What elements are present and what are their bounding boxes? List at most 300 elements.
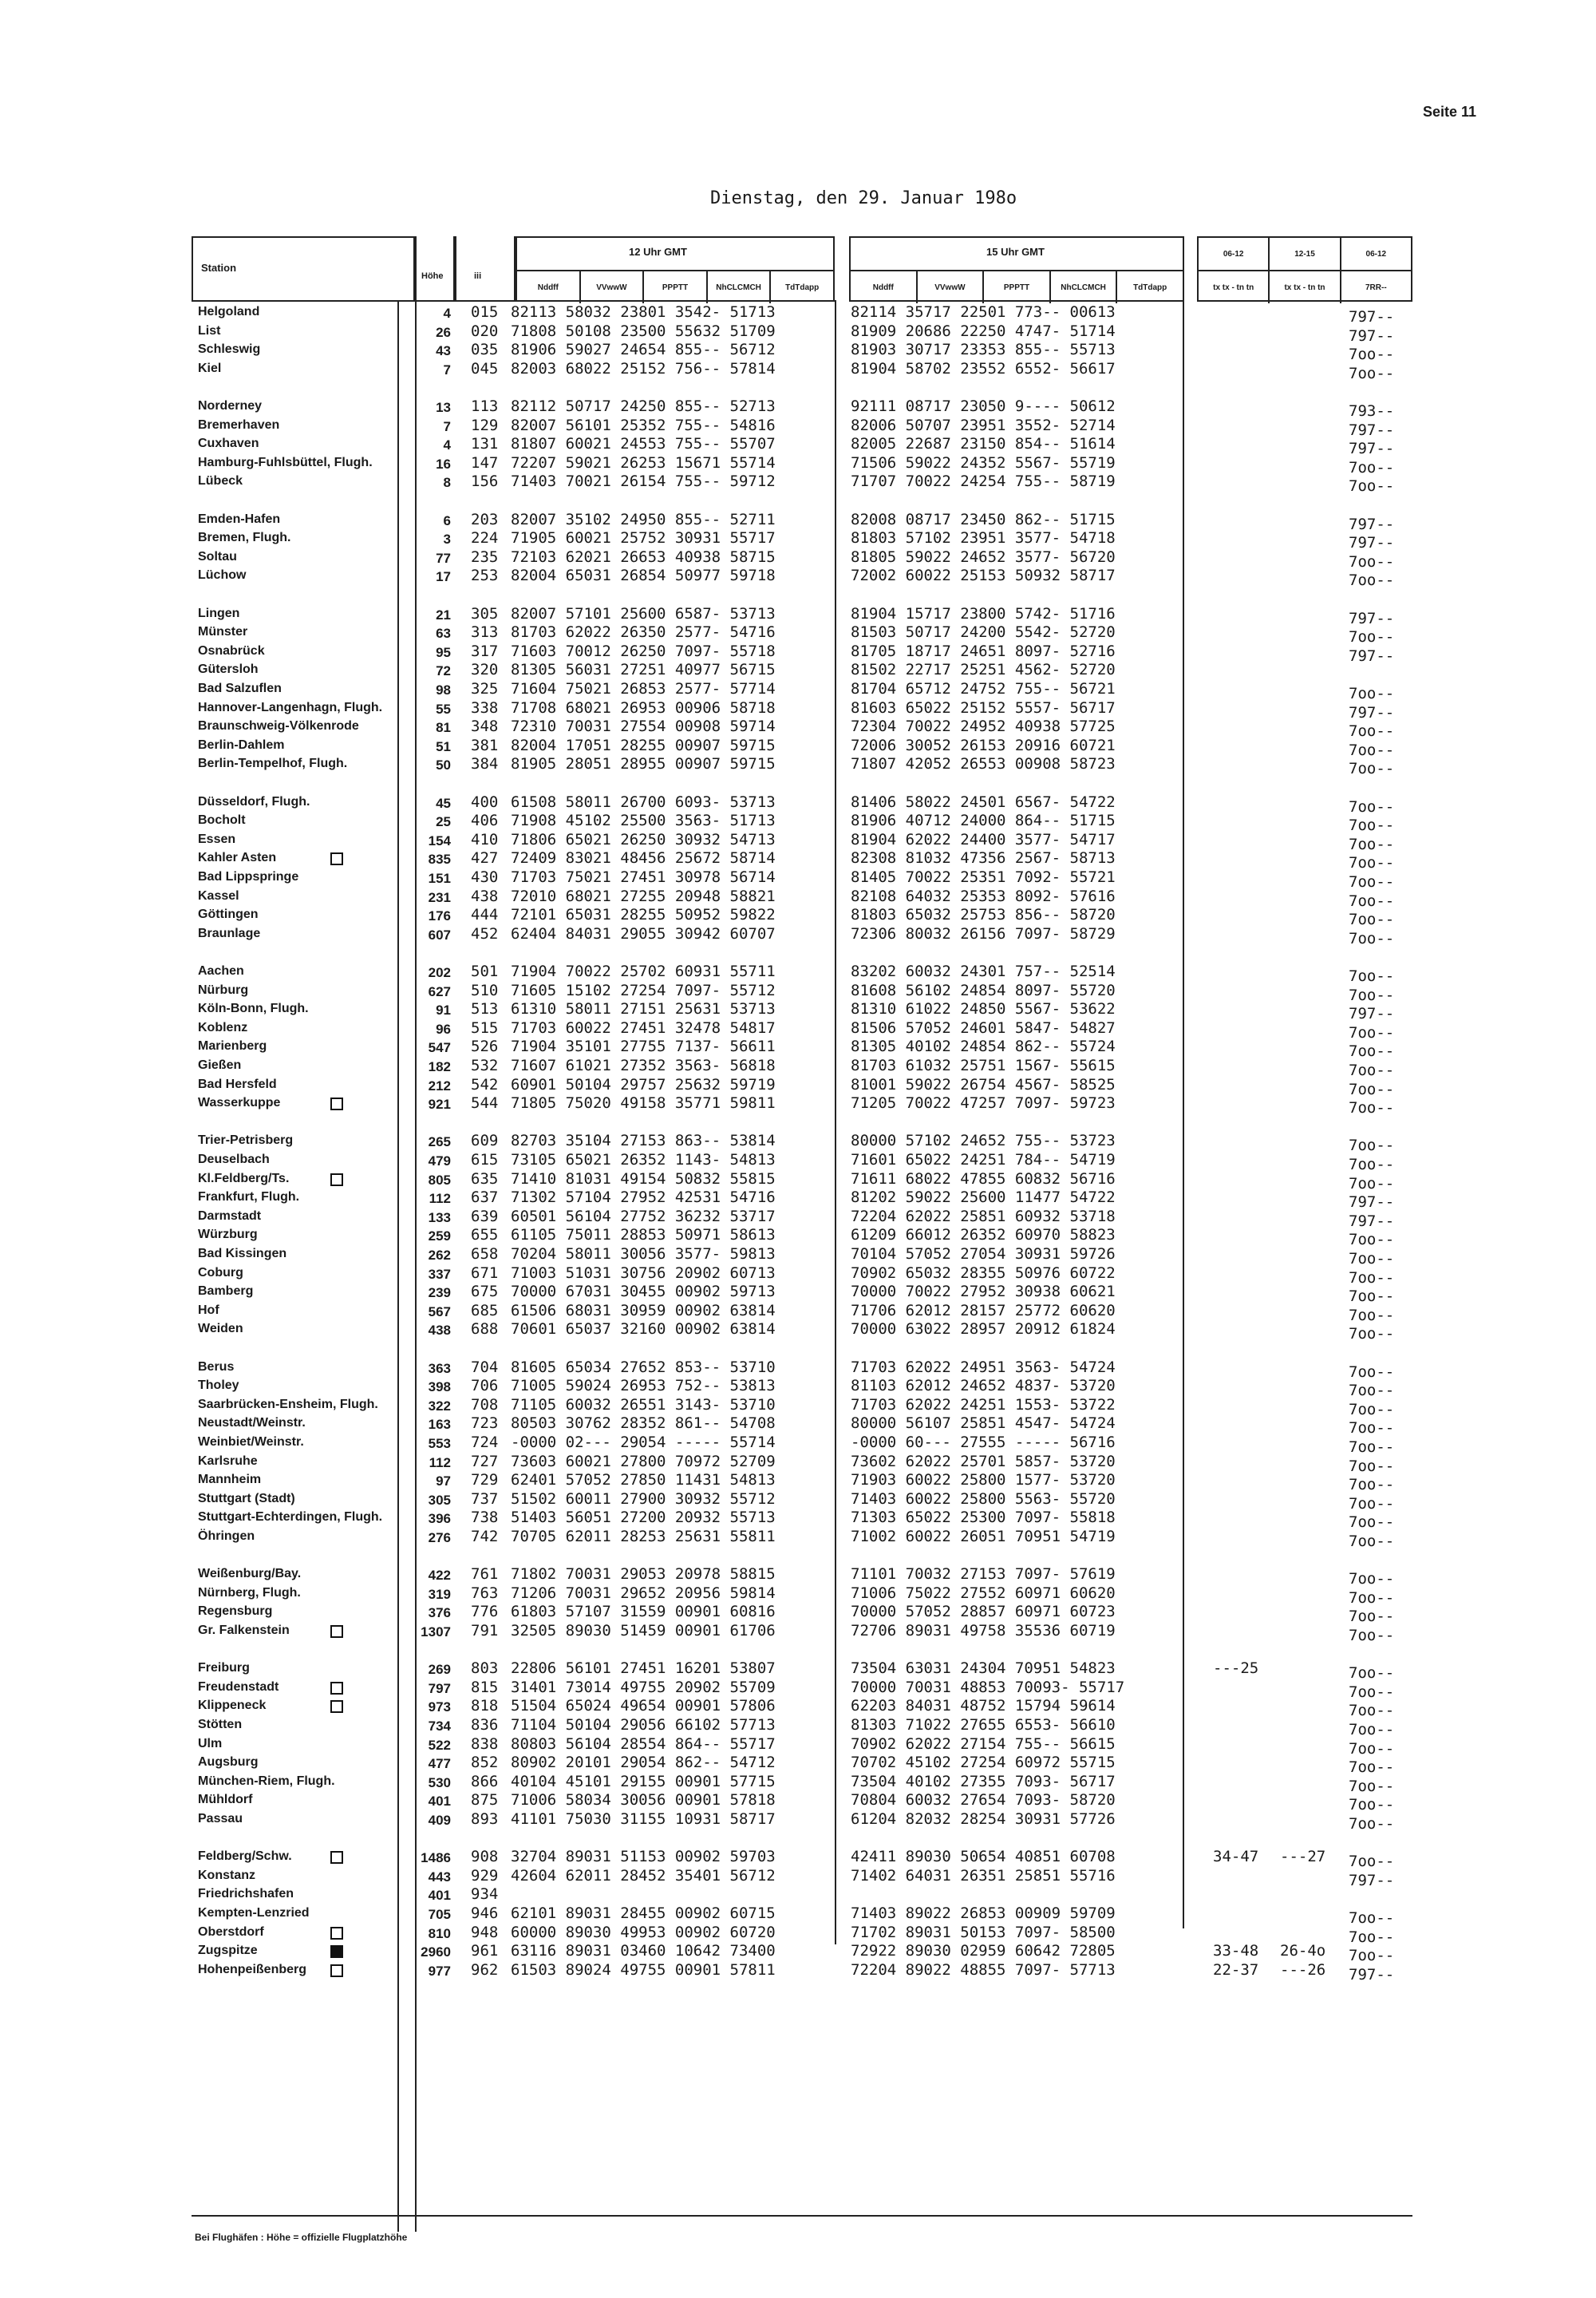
station-index: 542 (471, 1076, 499, 1094)
header-extreme-subcol: tx tx - tn tn (1270, 271, 1341, 303)
station-height: 553 (428, 1436, 451, 1451)
table-row (0, 1810, 1596, 1833)
obs-12gmt: 71403 70021 26154 755-- 59712 (511, 473, 776, 490)
precip-06-12: 7oo-- (1349, 1796, 1395, 1813)
obs-12gmt: 71905 60021 25752 30931 55717 (511, 529, 776, 547)
obs-15gmt: 82308 81032 47356 2567- 58713 (851, 849, 1116, 867)
precip-06-12: 797-- (1349, 440, 1395, 457)
table-row (0, 1603, 1596, 1625)
station-height: 154 (428, 833, 451, 848)
table-row (0, 1000, 1596, 1022)
station-index: 253 (471, 567, 499, 584)
station-name: Osnabrück (198, 644, 265, 658)
station-height: 276 (428, 1530, 451, 1545)
precip-06-12: 7oo-- (1349, 742, 1395, 759)
precip-06-12: 797-- (1349, 610, 1395, 627)
obs-12gmt: 71005 59024 26953 752-- 53813 (511, 1377, 776, 1394)
obs-15gmt: 82008 08717 23450 862-- 51715 (851, 511, 1116, 528)
bottom-rule (192, 2215, 1412, 2217)
station-height: 479 (428, 1153, 451, 1169)
table-row (0, 661, 1596, 678)
station-name: Bocholt (198, 813, 246, 827)
precip-06-12: 797-- (1349, 1212, 1395, 1230)
precip-06-12: 7oo-- (1349, 1909, 1395, 1927)
obs-15gmt: 72204 62022 25851 60932 53718 (851, 1208, 1116, 1225)
obs-12gmt: 81905 28051 28955 00907 59715 (511, 755, 776, 773)
station-name: Kiel (198, 362, 222, 375)
obs-15gmt: 81305 40102 24854 862-- 55724 (851, 1038, 1116, 1055)
obs-15gmt: 70000 63022 28957 20912 61824 (851, 1320, 1116, 1338)
station-height: 734 (428, 1719, 451, 1734)
obs-15gmt: 81202 59022 25600 11477 54722 (851, 1189, 1116, 1206)
precip-06-12: 7oo-- (1349, 1458, 1395, 1475)
table-row (0, 1622, 1596, 1644)
obs-12gmt: 71703 60022 27451 32478 54817 (511, 1019, 776, 1037)
station-name: Lingen (198, 607, 240, 620)
station-name: Stuttgart (Stadt) (198, 1492, 295, 1505)
station-name: Schleswig (198, 342, 261, 356)
station-name: Weinbiet/Weinstr. (198, 1435, 304, 1449)
table-row (0, 1377, 1596, 1399)
obs-15gmt: 81906 40712 24000 864-- 51715 (851, 812, 1116, 829)
station-name: Stuttgart-Echterdingen, Flugh. (198, 1510, 383, 1524)
table-row (0, 1961, 1596, 1984)
header-ii-cell (455, 236, 516, 302)
header-15gmt (849, 236, 1184, 302)
station-index: 384 (471, 755, 499, 773)
obs-12gmt: 81703 62022 26350 2577- 54716 (511, 623, 776, 641)
precip-06-12: 797-- (1349, 1005, 1395, 1022)
station-index: 893 (471, 1810, 499, 1828)
header-extreme-subcol: tx tx - tn tn (1199, 271, 1270, 303)
obs-15gmt: 81705 18717 24651 8097- 52716 (851, 643, 1116, 660)
precip-06-12: 7oo-- (1349, 685, 1395, 702)
station-name: Frankfurt, Flugh. (198, 1190, 300, 1204)
station-index: 400 (471, 793, 499, 811)
station-name: Darmstadt (198, 1209, 262, 1223)
obs-15gmt: 81904 58702 23552 6552- 56617 (851, 360, 1116, 378)
table-row (0, 1528, 1596, 1550)
obs-15gmt: 81406 58022 24501 6567- 54722 (851, 793, 1116, 811)
obs-15gmt: 81803 65032 25753 856-- 58720 (851, 906, 1116, 924)
station-name: Freudenstadt (198, 1680, 279, 1694)
precip-06-12: 7oo-- (1349, 967, 1395, 985)
footnote: Bei Flughäfen : Höhe = offizielle Flugplatzhöhe (195, 2232, 408, 2243)
station-index: 791 (471, 1622, 499, 1639)
station-height: 6 (443, 513, 451, 528)
table-row (0, 1151, 1596, 1173)
station-index: 015 (471, 303, 499, 321)
station-height: 176 (428, 908, 451, 924)
obs-12gmt: 82004 65031 26854 50977 59718 (511, 567, 776, 584)
header-15-col: NhCLCMCH (1051, 271, 1118, 303)
station-name: Kahler Asten (198, 851, 277, 864)
obs-15gmt: 71601 65022 24251 784-- 54719 (851, 1151, 1116, 1169)
obs-15gmt: 82114 35717 22501 773-- 00613 (851, 303, 1116, 321)
station-height: 269 (428, 1662, 451, 1677)
table-row (0, 925, 1596, 947)
precip-06-12: 797-- (1349, 1966, 1395, 1984)
precip-06-12: 7oo-- (1349, 1137, 1395, 1154)
station-index: 320 (471, 661, 499, 678)
obs-12gmt: 82003 68022 25152 756-- 57814 (511, 360, 776, 378)
obs-12gmt: 72207 59021 26253 15671 55714 (511, 454, 776, 472)
station-name: Saarbrücken-Ensheim, Flugh. (198, 1398, 378, 1411)
station-height: 4 (443, 437, 451, 453)
station-name: Oberstdorf (198, 1925, 264, 1939)
station-index: 946 (471, 1904, 499, 1922)
header-extreme-top (1199, 238, 1411, 270)
table-row (0, 699, 1596, 722)
station-index: 532 (471, 1057, 499, 1074)
station-height: 401 (428, 1888, 451, 1903)
table-row (0, 454, 1596, 477)
obs-12gmt: 70000 67031 30455 00902 59713 (511, 1283, 776, 1300)
header-12gmt-subcols (517, 270, 833, 303)
obs-15gmt: 81603 65022 25152 5557- 56717 (851, 699, 1116, 717)
obs-12gmt: 71802 70031 29053 20978 58815 (511, 1565, 776, 1583)
precip-06-12: 7oo-- (1349, 930, 1395, 947)
precip-06-12: 7oo-- (1349, 477, 1395, 495)
extreme-12-15: ---27 (1280, 1848, 1326, 1865)
precip-06-12: 7oo-- (1349, 572, 1395, 589)
station-name: Wasserkuppe (198, 1096, 281, 1109)
obs-12gmt: 80902 20101 29054 862-- 54712 (511, 1754, 776, 1771)
station-name: Koblenz (198, 1021, 248, 1034)
obs-12gmt: 71206 70031 29652 20956 59814 (511, 1584, 776, 1602)
obs-12gmt: 40104 45101 29155 00901 57715 (511, 1773, 776, 1790)
station-name: Bremen, Flugh. (198, 531, 291, 544)
station-name: List (198, 324, 221, 338)
station-index: 129 (471, 417, 499, 434)
station-name: München-Riem, Flugh. (198, 1774, 335, 1788)
station-name: Deuselbach (198, 1153, 270, 1166)
table-row (0, 1565, 1596, 1588)
table-row (0, 906, 1596, 928)
obs-15gmt: 71205 70022 47257 7097- 59723 (851, 1094, 1116, 1112)
obs-12gmt: 51403 56051 27200 20932 55713 (511, 1509, 776, 1526)
header-extreme-col: 06-12 (1365, 249, 1387, 259)
station-name: Kl.Feldberg/Ts. (198, 1172, 290, 1185)
station-name: Regensburg (198, 1604, 273, 1618)
precip-06-12: 7oo-- (1349, 1533, 1395, 1550)
obs-15gmt: 70804 60032 27654 7093- 58720 (851, 1791, 1116, 1809)
precip-06-12: 797-- (1349, 308, 1395, 326)
obs-15gmt: 81310 61022 24850 5567- 53622 (851, 1000, 1116, 1018)
obs-12gmt: 61503 89024 49755 00901 57811 (511, 1961, 776, 1979)
obs-15gmt: 72006 30052 26153 20916 60721 (851, 737, 1116, 754)
precip-06-12: 7oo-- (1349, 1664, 1395, 1682)
station-index: 852 (471, 1754, 499, 1771)
station-name: Berlin-Dahlem (198, 738, 285, 752)
precip-06-12: 7oo-- (1349, 1570, 1395, 1588)
station-index: 515 (471, 1019, 499, 1037)
obs-15gmt: 71706 62012 28157 25772 60620 (851, 1302, 1116, 1319)
station-height: 45 (436, 796, 451, 811)
station-height: 231 (428, 890, 451, 905)
station-name: Hohenpeißenberg (198, 1963, 307, 1976)
precip-06-12: 797-- (1349, 1872, 1395, 1889)
precip-06-12: 7oo-- (1349, 892, 1395, 910)
precip-06-12: 7oo-- (1349, 1608, 1395, 1625)
station-name: Weiden (198, 1322, 243, 1335)
station-height: 17 (436, 569, 451, 584)
table-row (0, 1471, 1596, 1493)
station-height: 805 (428, 1173, 451, 1188)
precip-06-12: 7oo-- (1349, 1024, 1395, 1042)
station-index: 723 (471, 1414, 499, 1432)
obs-15gmt: 82108 64032 25353 8092- 57616 (851, 888, 1116, 905)
table-row (0, 341, 1596, 363)
station-height: 98 (436, 682, 451, 698)
table-row (0, 793, 1596, 816)
precip-06-12: 7oo-- (1349, 1419, 1395, 1437)
station-index: 317 (471, 643, 499, 660)
table-row (0, 1490, 1596, 1513)
table-row (0, 812, 1596, 834)
station-height: 3 (443, 532, 451, 547)
precip-06-12: 7oo-- (1349, 1250, 1395, 1268)
table-row (0, 1924, 1596, 1946)
station-height: 973 (428, 1699, 451, 1715)
obs-15gmt: 71403 60022 25800 5563- 55720 (851, 1490, 1116, 1508)
precip-06-12: 7oo-- (1349, 459, 1395, 477)
station-index: 410 (471, 831, 499, 848)
table-row (0, 1434, 1596, 1456)
station-name: Köln-Bonn, Flugh. (198, 1002, 309, 1015)
obs-12gmt: 71904 35101 27755 7137- 56611 (511, 1038, 776, 1055)
station-index: 020 (471, 322, 499, 340)
station-index: 203 (471, 511, 499, 528)
precip-06-12: 797-- (1349, 704, 1395, 722)
obs-15gmt: 81703 61032 25751 1567- 55615 (851, 1057, 1116, 1074)
precip-06-12: 7oo-- (1349, 1042, 1395, 1060)
precip-06-12: 7oo-- (1349, 1683, 1395, 1701)
station-name: Gr. Falkenstein (198, 1624, 290, 1637)
station-height: 163 (428, 1417, 451, 1432)
open-square-icon (330, 1927, 343, 1940)
obs-12gmt: 71410 81031 49154 50832 55815 (511, 1170, 776, 1188)
station-index: 685 (471, 1302, 499, 1319)
obs-15gmt: 61209 66012 26352 60970 58823 (851, 1226, 1116, 1244)
station-height: 7 (443, 362, 451, 378)
station-height: 921 (428, 1097, 451, 1112)
header-extreme-subcol: 7RR-- (1365, 283, 1387, 292)
station-height: 212 (428, 1078, 451, 1094)
precip-06-12: 7oo-- (1349, 365, 1395, 382)
table-row (0, 643, 1596, 665)
station-name: Bad Hersfeld (198, 1078, 277, 1091)
extreme-12-15: ---26 (1280, 1961, 1326, 1979)
precip-06-12: 7oo-- (1349, 722, 1395, 740)
station-height: 396 (428, 1511, 451, 1526)
table-row (0, 1132, 1596, 1154)
station-name: Cuxhaven (198, 437, 259, 450)
station-height: 401 (428, 1794, 451, 1809)
table-row (0, 1904, 1596, 1927)
obs-15gmt: 71611 68022 47855 60832 56716 (851, 1170, 1116, 1188)
precip-06-12: 7oo-- (1349, 1287, 1395, 1305)
precip-06-12: 7oo-- (1349, 1307, 1395, 1324)
station-height: 133 (428, 1210, 451, 1225)
header-extreme (1197, 236, 1412, 302)
header-12-col: VVwwW (581, 271, 645, 303)
precip-06-12: 7oo-- (1349, 1627, 1395, 1644)
station-index: 655 (471, 1226, 499, 1244)
table-row (0, 1283, 1596, 1305)
obs-15gmt: 81506 57052 24601 5847- 54827 (851, 1019, 1116, 1037)
table-row (0, 1942, 1596, 1964)
table-row (0, 1396, 1596, 1418)
precip-06-12: 7oo-- (1349, 911, 1395, 928)
obs-15gmt: 81904 15717 23800 5742- 51716 (851, 605, 1116, 623)
header-12-col: PPPTT (644, 271, 708, 303)
obs-15gmt: 92111 08717 23050 9---- 50612 (851, 398, 1116, 415)
obs-15gmt: 71903 60022 25800 1577- 53720 (851, 1471, 1116, 1489)
obs-15gmt: 81001 59022 26754 4567- 58525 (851, 1076, 1116, 1094)
station-height: 1307 (421, 1624, 451, 1639)
station-name: Emden-Hafen (198, 512, 281, 526)
page-number: Seite 11 (1422, 104, 1476, 120)
obs-15gmt: 73602 62022 25701 5857- 53720 (851, 1453, 1116, 1470)
header-15-col: Nddff (851, 271, 918, 303)
station-height: 97 (436, 1473, 451, 1489)
obs-12gmt: 71805 75020 49158 35771 59811 (511, 1094, 776, 1112)
station-index: 763 (471, 1584, 499, 1602)
station-index: 875 (471, 1791, 499, 1809)
precip-06-12: 793-- (1349, 402, 1395, 420)
station-height: 319 (428, 1587, 451, 1602)
precip-06-12: 7oo-- (1349, 854, 1395, 872)
obs-15gmt: 70902 65032 28355 50976 60722 (851, 1264, 1116, 1282)
table-row (0, 868, 1596, 891)
station-name: Berlin-Tempelhof, Flugh. (198, 757, 348, 770)
table-row (0, 1057, 1596, 1079)
filled-square-icon (330, 1945, 343, 1958)
header-15gmt-subcols (851, 270, 1183, 303)
header-12-col: TdTdapp (785, 283, 820, 292)
station-name: Feldberg/Schw. (198, 1849, 292, 1863)
obs-12gmt: 82112 50717 24250 855-- 52713 (511, 398, 776, 415)
obs-12gmt: 41101 75030 31155 10931 58717 (511, 1810, 776, 1828)
station-height: 43 (436, 343, 451, 358)
station-name: Nürnberg, Flugh. (198, 1586, 301, 1600)
station-height: 26 (436, 325, 451, 340)
obs-12gmt: 70601 65037 32160 00902 63814 (511, 1320, 776, 1338)
obs-15gmt: 70902 62022 27154 755-- 56615 (851, 1735, 1116, 1753)
station-height: 55 (436, 702, 451, 717)
station-name: Bad Kissingen (198, 1247, 287, 1260)
precip-06-12: 7oo-- (1349, 1231, 1395, 1248)
obs-15gmt: 70000 70022 27952 30938 60621 (851, 1283, 1116, 1300)
station-index: 737 (471, 1490, 499, 1508)
obs-12gmt: 72101 65031 28255 50952 59822 (511, 906, 776, 924)
table-row (0, 1679, 1596, 1701)
table-row (0, 473, 1596, 495)
obs-12gmt: 73603 60021 27800 70972 52709 (511, 1453, 776, 1470)
table-row (0, 1509, 1596, 1531)
precip-06-12: 7oo-- (1349, 1156, 1395, 1173)
station-name: Braunlage (198, 927, 261, 940)
station-index: 224 (471, 529, 499, 547)
station-height: 438 (428, 1323, 451, 1338)
station-height: 530 (428, 1775, 451, 1790)
header-extreme-sub (1199, 270, 1411, 303)
station-name: Öhringen (198, 1529, 255, 1543)
precip-06-12: 797-- (1349, 421, 1395, 439)
precip-06-12: 7oo-- (1349, 1928, 1395, 1946)
table-row (0, 1697, 1596, 1719)
open-square-icon (330, 1625, 343, 1638)
obs-12gmt: 82004 17051 28255 00907 59715 (511, 737, 776, 754)
station-height: 376 (428, 1605, 451, 1620)
obs-12gmt: 61506 68031 30959 00902 63814 (511, 1302, 776, 1319)
table-row (0, 1094, 1596, 1117)
station-index: 615 (471, 1151, 499, 1169)
obs-15gmt: 71807 42052 26553 00908 58723 (851, 755, 1116, 773)
station-name: Neustadt/Weinstr. (198, 1416, 306, 1430)
header-12-col: NhCLCMCH (708, 271, 772, 303)
obs-15gmt: 81608 56102 24854 8097- 55720 (851, 982, 1116, 999)
table-row (0, 1264, 1596, 1287)
precip-06-12: 7oo-- (1349, 760, 1395, 777)
station-name: Freiburg (198, 1661, 250, 1675)
station-height: 567 (428, 1304, 451, 1319)
station-height: 705 (428, 1907, 451, 1922)
station-height: 112 (429, 1455, 451, 1470)
precip-06-12: 797-- (1349, 534, 1395, 552)
obs-15gmt: -0000 60--- 27555 ----- 56716 (851, 1434, 1116, 1451)
precip-06-12: 7oo-- (1349, 1325, 1395, 1343)
obs-15gmt: 72204 89022 48855 7097- 57713 (851, 1961, 1116, 1979)
station-name: Düsseldorf, Flugh. (198, 795, 310, 809)
precip-06-12: 7oo-- (1349, 1401, 1395, 1418)
obs-12gmt: 61105 75011 28853 50971 58613 (511, 1226, 776, 1244)
station-name: Kempten-Lenzried (198, 1906, 310, 1920)
obs-15gmt: 82006 50707 23951 3552- 52714 (851, 417, 1116, 434)
table-row (0, 1716, 1596, 1738)
precip-06-12: 7oo-- (1349, 1081, 1395, 1098)
obs-15gmt: 71002 60022 26051 70951 54719 (851, 1528, 1116, 1545)
station-height: 810 (428, 1926, 451, 1941)
station-name: Augsburg (198, 1755, 259, 1769)
station-index: 544 (471, 1094, 499, 1112)
station-height: 21 (436, 607, 451, 623)
obs-15gmt: 71702 89031 50153 7097- 58500 (851, 1924, 1116, 1941)
station-index: 305 (471, 605, 499, 623)
obs-12gmt: -0000 02--- 29054 ----- 55714 (511, 1434, 776, 1451)
station-index: 815 (471, 1679, 499, 1696)
open-square-icon (330, 1098, 343, 1110)
precip-06-12: 7oo-- (1349, 1175, 1395, 1193)
obs-12gmt: 72310 70031 27554 00908 59714 (511, 718, 776, 735)
obs-12gmt: 60000 89030 49953 00902 60720 (511, 1924, 776, 1941)
station-height: 7 (443, 419, 451, 434)
station-index: 406 (471, 812, 499, 829)
table-row (0, 831, 1596, 853)
obs-12gmt: 51504 65024 49654 00901 57806 (511, 1697, 776, 1715)
precip-06-12: 7oo-- (1349, 1853, 1395, 1870)
station-index: 818 (471, 1697, 499, 1715)
station-index: 934 (471, 1885, 499, 1903)
station-height: 363 (428, 1361, 451, 1376)
station-height: 202 (428, 965, 451, 980)
station-index: 313 (471, 623, 499, 641)
obs-15gmt: 81503 50717 24200 5542- 52720 (851, 623, 1116, 641)
obs-15gmt: 72304 70022 24952 40938 57725 (851, 718, 1116, 735)
station-index: 866 (471, 1773, 499, 1790)
station-index: 929 (471, 1867, 499, 1885)
